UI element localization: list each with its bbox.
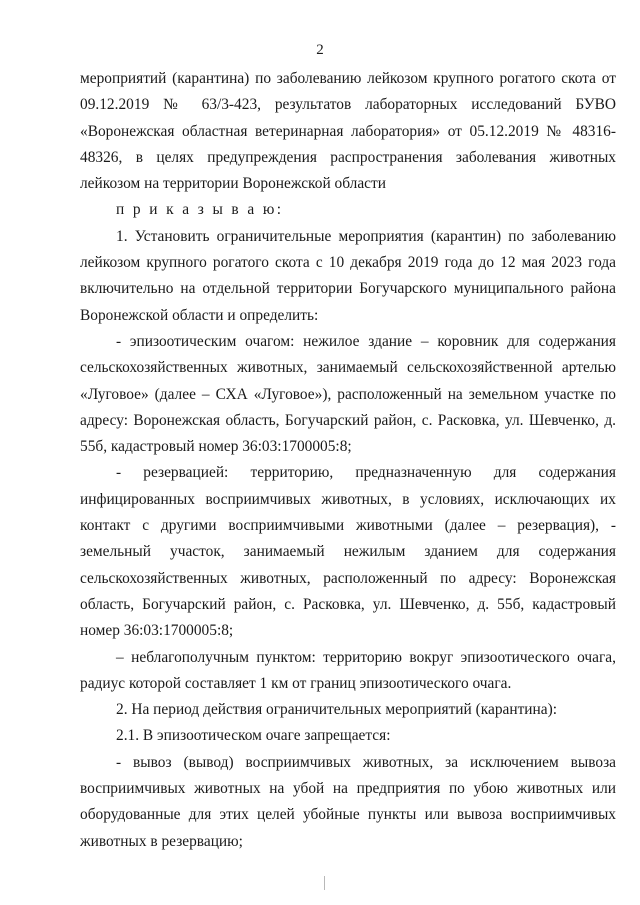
paragraph-reservation: - резервацией: территорию, предназначенную для содержания инфицированных восприимчивых животных, в условиях, исключающих их контакт с другими восприимчивыми животными (далее – резервация), - земельный участок, занимаемый нежилым зданием для содержания сельскохозяйственных животных, расположенный по адресу: Воронежская область, Богучарский район, с. Расковка, ул. Шевченко, д. 55б, кадастровый номер 36:03:1700005:8; <box>80 464 616 640</box>
paragraph-clause-1: 1. Установить ограничительные мероприятия (карантин) по заболеванию лейкозом крупного рогатого скота с 10 декабря 2019 года до 12 мая 2023 года включительно на отдельной территории Богучарского муниципального района Воронежской области и определить: <box>80 227 616 324</box>
paragraph-unfavorable-point: – неблагополучным пунктом: территорию вокруг эпизоотического очага, радиус которой составляет 1 км от границ эпизоотического очага. <box>80 648 616 692</box>
paragraph-clause-2: 2. На период действия ограничительных мероприятий (карантина): <box>116 701 558 719</box>
paragraph-epizootic-focus: - эпизоотическим очагом: нежилое здание – коровник для содержания сельскохозяйственных животных, занимаемый сельскохозяйственной артелью «Луговое» (далее – СХА «Луговое»), расположенный на земельном участке по адресу: Воронежская область, Богучарский район, с. Расковка, ул. Шевченко, д. 55б, кадастровый номер 36:03:1700005:8; <box>80 332 616 456</box>
paragraph-preamble-continuation: мероприятий (карантина) по заболеванию лейкозом крупного рогатого скота от 09.12.2019 № 63/3-423, результатов лабораторных исследований БУВО «Воронежская областная ветеринарная лаборатория» от 05.12.2019 № 48316-48326, в целях предупреждения распространения заболевания животных лейкозом на территории Воронежской области <box>80 70 616 193</box>
page-number: 2 <box>316 42 324 58</box>
document-body <box>80 66 616 855</box>
paragraph-export-ban: - вывоз (вывод) восприимчивых животных, за исключением вывоза восприимчивых животных на убой на предприятия по убою животных или оборудованные для этих целей убойные пункты или вывоза восприимчивых животных в резервацию; <box>80 753 616 850</box>
paragraph-clause-2-1: 2.1. В эпизоотическом очаге запрещается: <box>116 727 391 745</box>
scan-artifact-mark <box>324 876 325 890</box>
paragraph-order-word: п р и к а з ы в а ю: <box>116 201 284 219</box>
